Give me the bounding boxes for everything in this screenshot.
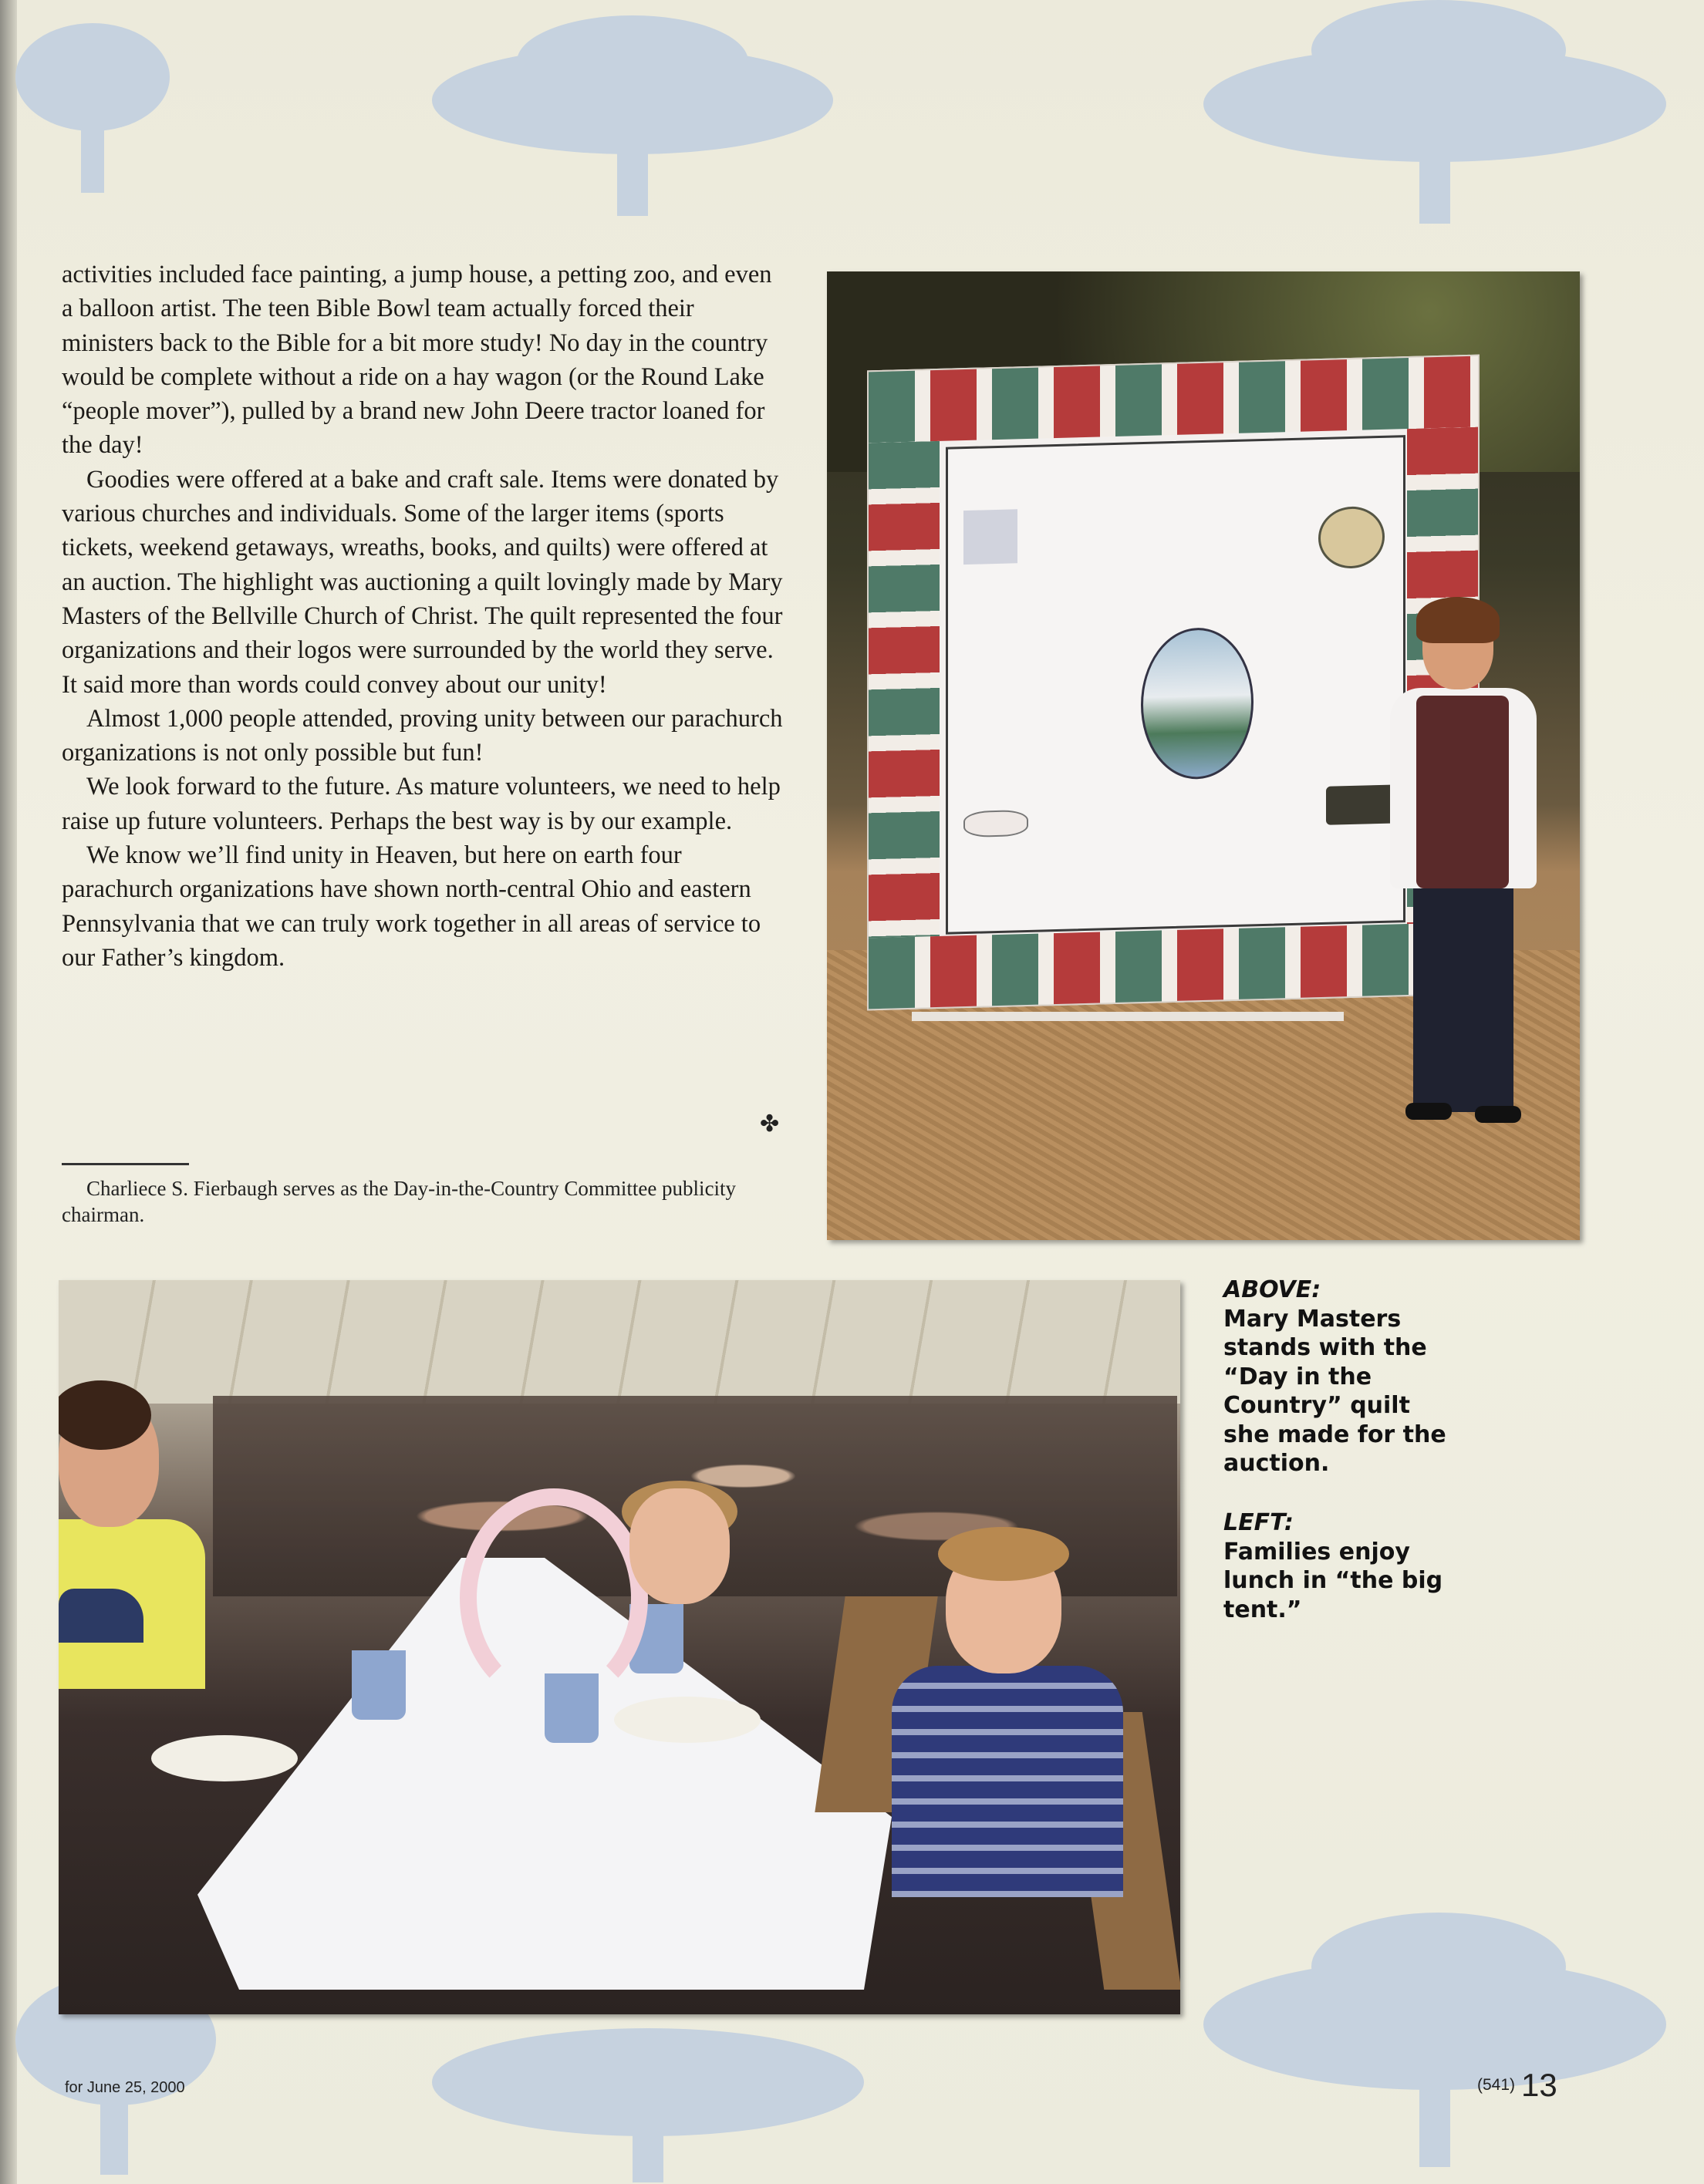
background-tree-graphic (432, 15, 833, 216)
background-tree-graphic (1203, 1913, 1666, 2175)
article-body (62, 258, 787, 975)
balloon-graphic (460, 1488, 648, 1707)
caption-text: Mary Masters stands with the “Day in the Country” quilt she made for the auction. (1223, 1305, 1446, 1477)
author-bio (62, 1175, 741, 1228)
tent-lunch-photo (59, 1280, 1180, 2014)
caption-label: LEFT: (1223, 1509, 1294, 1536)
page-code: (541) (1477, 2076, 1516, 2094)
page-gutter-shadow (0, 0, 17, 2184)
quilt-photo (827, 271, 1580, 1240)
issue-date: for June 25, 2000 (65, 2079, 185, 2096)
caption-left (1223, 1508, 1455, 1624)
caption-above (1223, 1276, 1455, 1478)
article-paragraph: Goodies were offered at a bake and craft sale. Items were donated by various churches and individuals. Some of the larger items (sports tickets, weekend getaways, wreaths, books, and quilts) were offered at an auction. The highlight was auctioning a quilt lovingly made by Mary Masters of the Bellville Church of Christ. The quilt represented the four organizations and their logos were surrounded by the world they serve. It said more than words could convey about our unity! (62, 465, 783, 699)
article-paragraph: activities included face painting, a jump house, a petting zoo, and even a balloon artist. The teen Bible Bowl team actually forced their ministers back to the Bible for a bit more study! No day in the country would be complete without a ride on a hay wagon (or the Round Lake “people mover”), pulled by a brand new John Deere tractor loaned for the day! (62, 261, 772, 460)
caption-label: ABOVE: (1223, 1276, 1321, 1303)
article-paragraph: We know we’ll find unity in Heaven, but here on earth four parachurch organizations have shown north-central Ohio and eastern Pennsylvania that we can truly work together in all areas of service to our Father’s kingdom. (62, 841, 761, 972)
article-paragraph: Almost 1,000 people attended, proving unity between our parachurch organizations is not only possible but fun! (62, 704, 783, 767)
background-tree-graphic (432, 2005, 864, 2182)
article-paragraph: We look forward to the future. As mature volunteers, we need to help raise up future volunteers. Perhaps the best way is by our example. (62, 773, 781, 835)
end-of-article-mark: ✤ (760, 1111, 780, 1138)
divider (62, 1163, 189, 1165)
author-bio-text: Charliece S. Fierbaugh serves as the Day-in-the-Country Committee publicity chairman. (62, 1177, 737, 1226)
background-tree-graphic (15, 23, 170, 201)
background-tree-graphic (1203, 0, 1666, 224)
page-number: 13 (1521, 2067, 1557, 2103)
page-number-block (1477, 2067, 1557, 2104)
person-figure (1367, 603, 1552, 1120)
caption-text: Families enjoy lunch in “the big tent.” (1223, 1538, 1443, 1623)
